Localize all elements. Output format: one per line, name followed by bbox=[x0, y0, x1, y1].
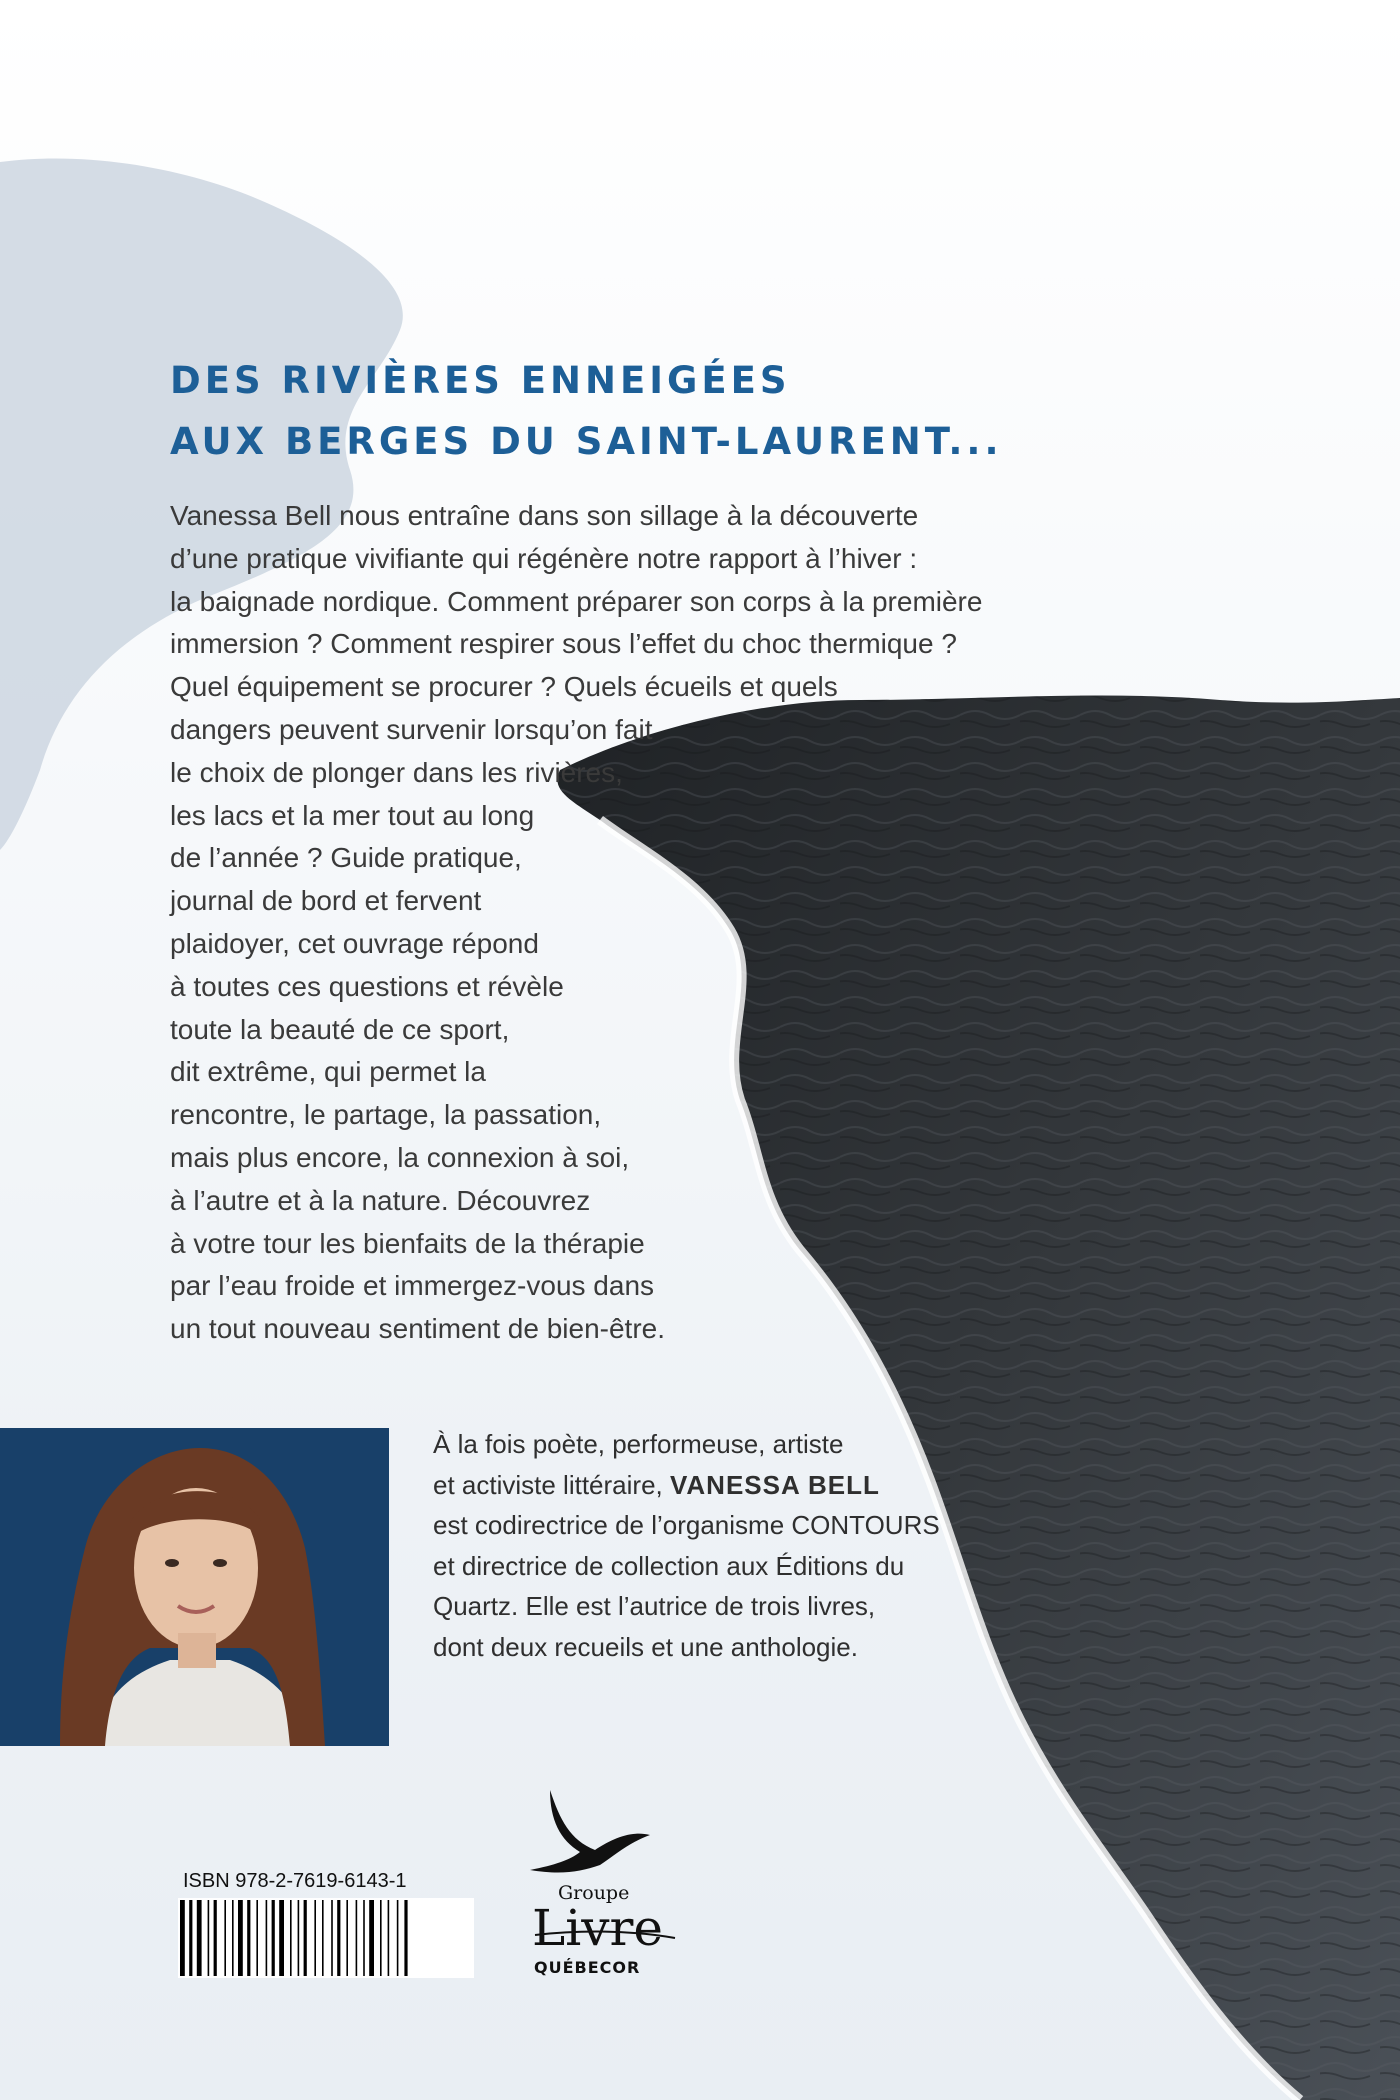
barcode-bar bbox=[369, 1900, 374, 1976]
author-name: VANESSA BELL bbox=[669, 1469, 880, 1500]
barcode-bar bbox=[256, 1900, 258, 1976]
barcode-bar bbox=[346, 1900, 348, 1976]
barcode-bar bbox=[224, 1900, 226, 1976]
barcode-bar bbox=[388, 1900, 390, 1976]
barcode-bar bbox=[189, 1900, 192, 1976]
bio-line: et directrice de collection aux Éditions du bbox=[433, 1550, 905, 1581]
barcode-bar bbox=[397, 1900, 399, 1976]
author-bio bbox=[433, 1424, 953, 1667]
description-line: rencontre, le partage, la passation, bbox=[170, 1099, 602, 1131]
barcode bbox=[178, 1898, 474, 1978]
publisher-groupe-text: Groupe bbox=[558, 1882, 630, 1904]
barcode-bar bbox=[298, 1900, 300, 1976]
publisher-livre-text: Livre bbox=[532, 1899, 663, 1957]
barcode-bar bbox=[180, 1900, 185, 1976]
barcode-bar bbox=[304, 1900, 307, 1976]
publisher-quebecor-text: QUÉBECOR bbox=[534, 1958, 641, 1977]
description-line: dangers peuvent survenir lorsqu’on fait bbox=[170, 713, 653, 745]
bio-line bbox=[433, 1465, 953, 1506]
barcode-bar bbox=[322, 1900, 324, 1976]
description-line: journal de bord et fervent bbox=[170, 885, 482, 917]
bio-line: À la fois poète, performeuse, artiste bbox=[433, 1429, 844, 1459]
description-line: par l’eau froide et immergez-vous dans bbox=[170, 1270, 655, 1302]
description-line: le choix de plonger dans les rivières, bbox=[170, 756, 623, 788]
barcode-bar bbox=[279, 1900, 284, 1976]
description-line: à votre tour les bienfaits de la thérapie bbox=[170, 1227, 645, 1259]
description-line: à toutes ces questions et révèle bbox=[170, 970, 564, 1002]
barcode-bar bbox=[380, 1900, 382, 1976]
description-line: à l’autre et à la nature. Découvrez bbox=[170, 1184, 591, 1216]
bio-line: dont deux recueils et une anthologie. bbox=[433, 1631, 858, 1662]
barcode-bar bbox=[208, 1900, 210, 1976]
description-line: les lacs et la mer tout au long bbox=[170, 799, 535, 831]
headline bbox=[170, 350, 1003, 472]
description-line: la baignade nordique. Comment préparer son corps à la première bbox=[170, 585, 983, 617]
book-description bbox=[170, 495, 1070, 1351]
bio-line-prefix: et activiste littéraire, bbox=[433, 1469, 670, 1500]
author-photo bbox=[0, 1428, 389, 1746]
description-line: de l’année ? Guide pratique, bbox=[170, 842, 522, 874]
barcode-bar bbox=[404, 1900, 407, 1976]
barcode-bar bbox=[214, 1900, 217, 1976]
barcode-bar bbox=[314, 1900, 316, 1976]
barcode-bar bbox=[197, 1900, 202, 1976]
headline-line-1: DES RIVIÈRES ENNEIGÉES bbox=[170, 359, 791, 402]
description-line: toute la beauté de ce sport, bbox=[170, 1013, 510, 1045]
headline-line-2: AUX BERGES DU SAINT-LAURENT... bbox=[170, 420, 1003, 463]
description-line: immersion ? Comment respirer sous l’effet du choc thermique ? bbox=[170, 628, 957, 660]
barcode-bar bbox=[331, 1900, 333, 1976]
description-line: Quel équipement se procurer ? Quels écueils et quels bbox=[170, 671, 838, 703]
description-line: un tout nouveau sentiment de bien-être. bbox=[170, 1313, 666, 1345]
description-line: plaidoyer, cet ouvrage répond bbox=[170, 927, 539, 959]
barcode-bar bbox=[363, 1900, 365, 1976]
barcode-bar bbox=[337, 1900, 340, 1976]
description-line: d’une pratique vivifiante qui régénère notre rapport à l’hiver : bbox=[170, 542, 918, 574]
barcode-bar bbox=[238, 1900, 243, 1976]
barcode-bar bbox=[247, 1900, 250, 1976]
barcode-bar bbox=[290, 1900, 292, 1976]
isbn-label: ISBN 978-2-7619-6143-1 bbox=[183, 1870, 407, 1892]
description-line: dit extrême, qui permet la bbox=[170, 1056, 486, 1088]
barcode-bar bbox=[232, 1900, 234, 1976]
barcode-bar bbox=[356, 1900, 358, 1976]
barcode-bar bbox=[272, 1900, 275, 1976]
bio-line: est codirectrice de l’organisme CONTOURS bbox=[433, 1510, 940, 1540]
bio-line: Quartz. Elle est l’autrice de trois livres, bbox=[433, 1591, 876, 1621]
description-line: Vanessa Bell nous entraîne dans son sillage à la découverte bbox=[170, 500, 919, 531]
barcode-bar bbox=[266, 1900, 268, 1976]
description-line: mais plus encore, la connexion à soi, bbox=[170, 1141, 630, 1173]
